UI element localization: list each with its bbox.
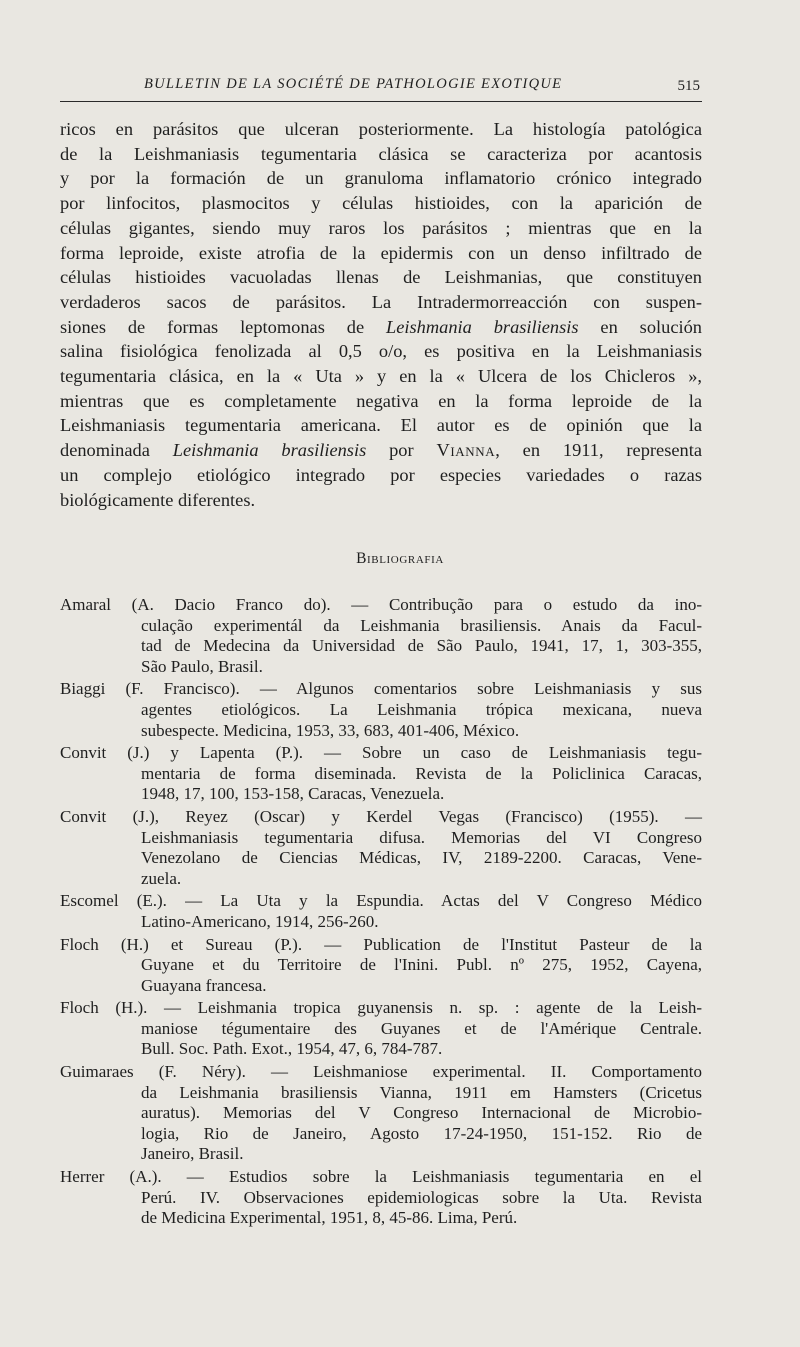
body-text (60, 117, 702, 512)
bibliography-line: Perú. IV. Observaciones epidemiologicas sobre la Uta. Revista (141, 1187, 702, 1207)
bibliography-line: mentaria de forma diseminada. Revista de la Policlinica Caracas, (141, 763, 702, 783)
bibliography-line: Floch (H.) et Sureau (P.). — Publication de l'Institut Pasteur de la (60, 934, 702, 954)
bibliography-line: Convit (J.) y Lapenta (P.). — Sobre un caso de Leishmaniasis tegu- (60, 743, 702, 763)
body-line: denominada Leishmania brasiliensis por Vianna, en 1911, representa (60, 440, 702, 461)
bibliography-line: Escomel (E.). — La Uta y la Espundia. Actas del V Congreso Médico (60, 891, 702, 911)
bibliography-entry (60, 935, 702, 997)
body-line: biológicamente diferentes. (60, 489, 256, 510)
bibliography-list (60, 595, 702, 1231)
bibliography-line: culação experimentál da Leishmania brasiliensis. Anais da Facul- (141, 615, 702, 635)
bibliography-line: logia, Rio de Janeiro, Agosto 17-24-1950, 151-152. Rio de (141, 1123, 702, 1143)
bibliography-line: Venezolano de Ciencias Médicas, IV, 2189-2200. Caracas, Vene- (141, 848, 702, 868)
bibliography-line: zuela. (141, 868, 182, 888)
bibliography-line: Guyane et du Territoire de l'Inini. Publ. nº 275, 1952, Cayena, (141, 955, 702, 975)
body-line: mientras que es completamente negativa en la forma leproide de la (60, 390, 702, 411)
bibliography-line: subespecte. Medicina, 1953, 33, 683, 401-406, México. (141, 720, 520, 740)
page-number: 515 (677, 78, 700, 94)
bibliography-line: Latino-Americano, 1914, 256-260. (141, 911, 379, 931)
bibliography-line: Leishmaniasis tegumentaria difusa. Memorias del VI Congreso (141, 827, 702, 847)
bibliography-entry (60, 998, 702, 1060)
bibliography-entry (60, 595, 702, 677)
body-line: Leishmaniasis tegumentaria americana. El autor es de opinión que la (60, 415, 702, 436)
bibliography-line: Janeiro, Brasil. (141, 1144, 244, 1164)
bibliography-line: de Medicina Experimental, 1951, 8, 45-86. Lima, Perú. (141, 1208, 518, 1228)
bibliography-line: Biaggi (F. Francisco). — Algunos comentarios sobre Leishmaniasis y sus (60, 679, 702, 699)
bibliography-line: tad de Medecina da Universidad de São Paulo, 1941, 17, 1, 303-355, (141, 636, 702, 656)
bibliography-entry (60, 679, 702, 741)
body-line: tegumentaria clásica, en la « Uta » y en la « Ulcera de los Chicleros », (60, 366, 702, 387)
body-line: células gigantes, siendo muy raros los parásitos ; mientras que en la (60, 217, 702, 238)
bibliography-entry (60, 807, 702, 889)
body-line: de la Leishmaniasis tegumentaria clásica se caracteriza por acantosis (60, 143, 702, 164)
body-line: verdaderos sacos de parásitos. La Intradermorreacción con suspen- (60, 291, 702, 312)
body-line: por linfocitos, plasmocitos y células histioides, con la aparición de (60, 193, 702, 214)
body-line: forma leproide, existe atrofia de la epidermis con un denso infiltrado de (60, 242, 702, 263)
bibliography-line: Herrer (A.). — Estudios sobre la Leishmaniasis tegumentaria en el (60, 1167, 702, 1187)
bibliography-line: Bull. Soc. Path. Exot., 1954, 47, 6, 784-787. (141, 1039, 443, 1059)
bibliography-line: 1948, 17, 100, 153-158, Caracas, Venezuela. (141, 784, 445, 804)
running-title: BULLETIN DE LA SOCIÉTÉ DE PATHOLOGIE EXOTIQUE (144, 76, 563, 92)
running-header (60, 76, 702, 100)
bibliography-line: auratus). Memorias del V Congreso Internacional de Microbio- (141, 1103, 702, 1123)
bibliography-entry (60, 891, 702, 932)
bibliography-line: maniose tégumentaire des Guyanes et de l'Amérique Centrale. (141, 1018, 702, 1038)
body-line: un complejo etiológico integrado por especies variedades o razas (60, 464, 702, 485)
bibliography-entry (60, 1167, 702, 1229)
body-line: salina fisiológica fenolizada al 0,5 o/o, es positiva en la Leishmaniasis (60, 341, 702, 362)
body-line: células histioides vacuoladas llenas de Leishmanias, que constituyen (60, 267, 702, 288)
bibliography-line: Guayana francesa. (141, 975, 267, 995)
section-title-bibliography: Bibliografia (356, 550, 444, 567)
bibliography-line: Guimaraes (F. Néry). — Leishmaniose experimental. II. Comportamento (60, 1062, 702, 1082)
bibliography-line: agentes etiológicos. La Leishmania trópica mexicana, nueva (141, 699, 702, 719)
body-line: ricos en parásitos que ulceran posteriormente. La histología patológica (60, 119, 702, 139)
bibliography-line: da Leishmania brasiliensis Vianna, 1911 em Hamsters (Cricetus (141, 1082, 702, 1102)
bibliography-entry (60, 1062, 702, 1165)
header-rule (60, 101, 702, 102)
bibliography-line: Convit (J.), Reyez (Oscar) y Kerdel Vegas (Francisco) (1955). — (60, 806, 702, 826)
body-line: y por la formación de un granuloma inflamatorio crónico integrado (60, 168, 702, 189)
bibliography-line: Floch (H.). — Leishmania tropica guyanensis n. sp. : agente de la Leish- (60, 998, 702, 1018)
bibliography-line: Amaral (A. Dacio Franco do). — Contribução para o estudo da ino- (60, 595, 702, 614)
bibliography-line: São Paulo, Brasil. (141, 656, 263, 676)
body-line: siones de formas leptomonas de Leishmania brasiliensis en solución (60, 316, 703, 337)
bibliography-entry (60, 743, 702, 805)
